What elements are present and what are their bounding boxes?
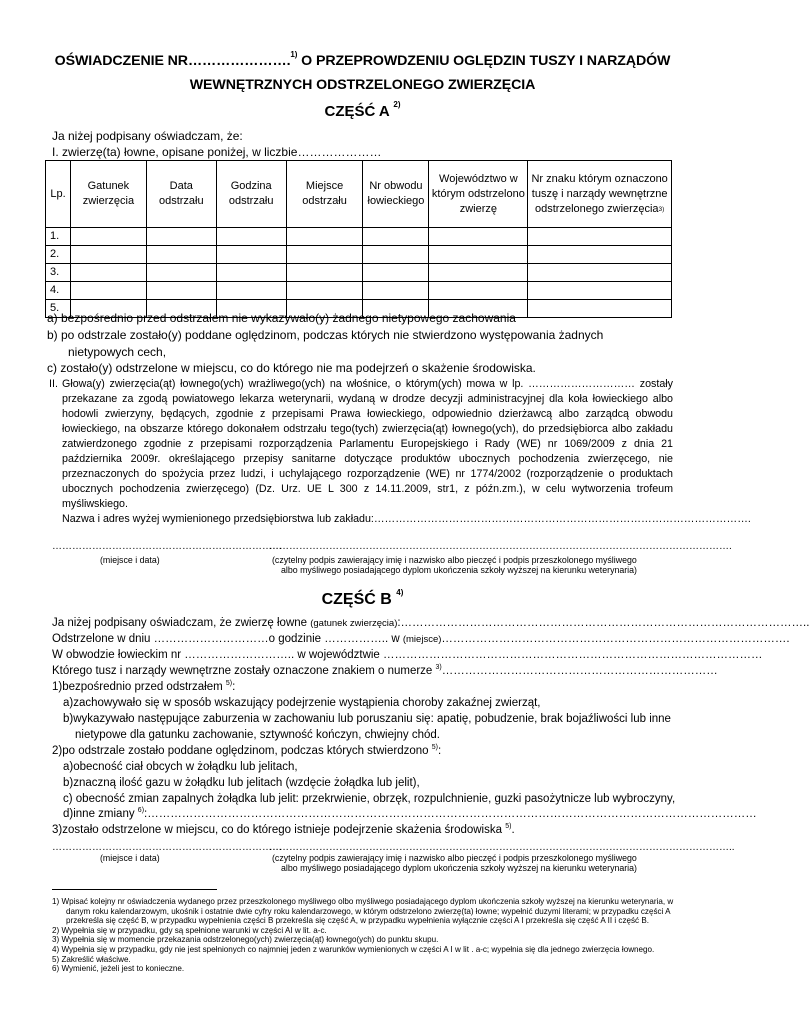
point-2c: c) obecność zmian zapalnych żołądka lub jelit: przekrwienie, obrzęk, rozpulchnienie, guzki pasożytnicze lub wybroczyny,: [63, 793, 676, 805]
table-cell[interactable]: [146, 246, 216, 264]
footnote-6: 6) Wymienić, jeżeli jest to konieczne.: [52, 964, 185, 974]
table-cell[interactable]: [216, 282, 286, 300]
table-cell[interactable]: [286, 282, 363, 300]
point-1b-line1: b)wykazywało następujące zaburzenia w zachowaniu lub poruszaniu się: apatię, pobudzenie, brak bojaźliwości lub inne: [63, 713, 671, 725]
point-1b-line2: nietypowe dla gatunku zachowanie, sztywność kończyn, chwiejny chód.: [75, 729, 441, 741]
row-number: 1.: [46, 228, 71, 246]
tag-footnote-ref: 3): [435, 664, 442, 671]
part-b-species-line[interactable]: [52, 616, 809, 631]
table-row: [46, 282, 672, 300]
table-cell[interactable]: [70, 228, 146, 246]
table-cell[interactable]: [286, 246, 363, 264]
date-time-field[interactable]: Odstrzelone w dniu …………………………o godzinie …………….. w: [52, 633, 403, 645]
point-2b: b)znaczną ilość gazu w żołądku lub jelitach (wzdęcie żołądka lub jelit),: [63, 777, 420, 789]
part-a-heading: [0, 100, 725, 120]
statement-b-line2: nietypowych cech,: [68, 345, 167, 359]
part-b-district-line[interactable]: W obwodzie łowieckim nr ……………………….. w województwie ………………………………………………………………………………………: [52, 649, 763, 661]
point-2d[interactable]: [63, 807, 757, 821]
row-number: 3.: [46, 264, 71, 282]
table-header-row: [46, 161, 672, 228]
table-cell[interactable]: [70, 282, 146, 300]
signature-b-label-line2: albo myśliwego posiadającego dyplom ukończenia szkoły wyższej na kierunku weterynaria): [281, 863, 637, 873]
title-number-text: OŚWIADCZENIE NR………………….: [54, 53, 291, 69]
table-row: [46, 264, 672, 282]
point-2-footnote-ref: 5): [431, 744, 438, 751]
point-3: [52, 823, 515, 837]
col-header-time: Godzina odstrzału: [216, 161, 286, 228]
title-text: O PRZEPROWDZENIU OGLĘDZIN TUSZY I NARZĄDÓW: [297, 53, 671, 69]
table-cell[interactable]: [70, 246, 146, 264]
point-1-text: 1)bezpośrednio przed odstrzałem: [52, 681, 226, 693]
signature-a-label-line2: albo myśliwego posiadającego dyplom ukończenia szkoły wyższej na kierunku weterynaria): [281, 565, 637, 575]
point-1-footnote-ref: 5): [225, 680, 233, 687]
table-row: [46, 246, 672, 264]
point-1: [52, 680, 235, 694]
part-b-footnote-ref: 4): [396, 588, 404, 597]
document-title-line1: [0, 50, 725, 69]
table-cell[interactable]: [528, 264, 672, 282]
table-cell[interactable]: [429, 228, 528, 246]
table-cell[interactable]: [429, 282, 528, 300]
statement-b-line1: b) po odstrzale zostało(y) poddane oględzinom, podczas których nie stwierdzono występowania żadnych: [47, 328, 604, 342]
point-2-colon: :: [437, 745, 442, 757]
footnote-4: 4) Wypełnia się w przypadku, gdy nie jest spełnionych co najmniej jeden z warunków wymienionych w części A I w lit . a-c; wypełnia się dla jednego zwierzęcia łownego.: [52, 944, 655, 954]
table-cell[interactable]: [363, 282, 429, 300]
footnote-5: 5) Zakreślić właściwe.: [52, 954, 131, 964]
tag-line-text: Którego tusz i narządy wewnętrzne zostały oznaczone znakiem o numerze: [52, 665, 436, 677]
table-cell[interactable]: [429, 264, 528, 282]
row-number: 4.: [46, 282, 71, 300]
part-a-intro: Ja niżej podpisany oświadczam, że:: [52, 129, 243, 143]
species-field[interactable]: :……………………………………………………………………………………………..: [397, 617, 809, 629]
table-cell[interactable]: [216, 228, 286, 246]
table-row: [46, 228, 672, 246]
signature-b-place-date-label: (miejsce i data): [100, 853, 160, 863]
table-cell[interactable]: [429, 246, 528, 264]
table-cell[interactable]: [286, 228, 363, 246]
part-b-heading-text: CZĘŚĆ B: [321, 591, 392, 608]
part-b-tag-line[interactable]: [52, 664, 718, 678]
point-2d-footnote-ref: 6): [137, 807, 145, 814]
footnotes: [52, 897, 682, 974]
table-cell[interactable]: [528, 282, 672, 300]
part-a-footnote-ref: 2): [393, 100, 401, 109]
signature-a-place-date-label: (miejsce i data): [100, 555, 160, 565]
point-3-footnote-ref: 5): [505, 823, 512, 830]
footnote-1: 1) Wpisać kolejny nr oświadczenia wydanego przez przeszkolonego myśliwego olbo myśliwego posiadającego dyplom ukończenia szkoły wyższej na kierunku weterynaria, w danym roku kalendarzowym, ukośnik i ostatnie dwie cyfry roku kalendarzowego, w którym odstrzelono zwierzę(ta) łowne; wypełnić duzymi literami; w przypadku części A przekreśla się część B, w przypadku wypełnienia części B przekreśla się część A, w przypadku wypełnienia wyłącznie części A I przekreśla się część A II i część B.: [52, 897, 674, 926]
signature-b-place-date-field[interactable]: ……………………………………………………………: [52, 842, 282, 853]
place-hint: (miejsce): [402, 634, 442, 645]
part-a-heading-text: CZĘŚĆ A: [324, 103, 390, 120]
col-header-place: Miejsce odstrzału: [286, 161, 363, 228]
part-b-heading: [0, 588, 725, 609]
part-a-item1: I. zwierzę(ta) łowne, opisane poniżej, w liczbie…………………: [52, 145, 382, 159]
table-cell[interactable]: [528, 246, 672, 264]
point-3-period: .: [511, 824, 515, 836]
table-cell[interactable]: [363, 246, 429, 264]
table-cell[interactable]: [528, 300, 672, 318]
tag-number-field[interactable]: ………………………………………………………………: [441, 665, 718, 677]
statement-c: c) zostało(y) odstrzelone w miejscu, co do którego nie ma podejrzeń o skażenie środowiska.: [47, 361, 536, 375]
section-ii-text: Głowa(y) zwierzęcia(ąt) łownego(ych) wrażliwego(ych) na włośnice, o którym(ych) mowa w lp. ………………………… zostały przekazane za zgodą powiatowego lekarza weterynarii, wydaną w drodze decyzji administracyjnej dla koła łowieckiego albo hodowli zwierzyny, będących, zgodnie z przepisami Prawa łowieckiego, odpowiednio dzierżawcą albo zarządcą obwodu łowieckiego, na obszarze którego dokonałem odstrzału tego(tych) zwierzęcia(ąt) łownego(ych), do przedsiębiorca albo zakładu zatwierdzonego zgodnie z przepisami rozporządzenia Parlamentu Europejskiego i Rady (WE) nr 1069/2009 z dnia 21 października 2009r. określającego przepisy sanitarne dotyczące produktów ubocznych pochodzenia zwierzęcego, nie przeznaczonych do spożycia przez ludzi, i uchylającego rozporządzenie (WE) nr 1774/2002 (rozporządzenie o produktach ubocznych pochodzenia zwierzęcego) (Dz. Urz. UE L 300 z 14.11.2009, str1, z późn.zm.), w celu wytworzenia trofeum myśliwskiego.: [62, 378, 673, 510]
animals-table: [45, 160, 672, 318]
table-cell[interactable]: [146, 228, 216, 246]
point-2a: a)obecność ciał obcych w żołądku lub jelitach,: [63, 761, 298, 773]
col-header-date: Data odstrzału: [146, 161, 216, 228]
table-cell[interactable]: [363, 228, 429, 246]
col-header-voivodeship: Województwo w którym odstrzelono zwierzę: [429, 161, 528, 228]
footnote-2: 2) Wypełnia się w przypadku, gdy są spełnione warunki w części AI w lit. a-c.: [52, 925, 327, 935]
title-footnote-ref: 1): [290, 50, 298, 59]
table-cell[interactable]: [70, 264, 146, 282]
point-2-text: 2)po odstrzale zostało poddane oględzinom, podczas których stwierdzono: [52, 745, 432, 757]
col-header-species: Gatunek zwierzęcia: [70, 161, 146, 228]
section-ii-number: II.: [49, 378, 58, 390]
other-changes-field[interactable]: :……………………………………………………………………………………………………………………………………………: [144, 808, 757, 820]
row-number: 5.: [46, 300, 71, 318]
table-cell[interactable]: [216, 264, 286, 282]
point-2d-text: d)inne zmiany: [63, 808, 138, 820]
row-number: 2.: [46, 246, 71, 264]
signature-b-label-line1: (czytelny podpis zawierający imię i nazwisko albo pieczęć i podpis przeszkolonego myśliwego: [272, 853, 637, 863]
footnote-separator: [52, 889, 217, 890]
table-cell[interactable]: [146, 264, 216, 282]
signature-b-field[interactable]: …………………………………………………………………………………………………………………………..: [269, 842, 735, 853]
signature-a-label-line1: (czytelny podpis zawierający imię i nazwisko albo pieczęć i podpis przeszkolonego myśliwego: [272, 555, 637, 565]
document-title-line2: WEWNĘTRZNYCH ODSTRZELONEGO ZWIERZĘCIA: [189, 77, 536, 93]
table-cell[interactable]: [363, 264, 429, 282]
species-hint: (gatunek zwierzęcia): [310, 618, 398, 629]
tag-number-header-text: Nr znaku którym oznaczono tuszę i narządy wewnętrzne odstrzelonego zwierzęcia: [531, 172, 668, 215]
tag-number-footnote-ref: 3): [658, 205, 665, 213]
signature-a-field[interactable]: ………………………………………………………………………………………………………………………….: [269, 541, 732, 552]
col-header-district: Nr obwodu łowieckiego: [363, 161, 429, 228]
point-1-colon: :: [232, 681, 236, 693]
table-cell[interactable]: [528, 228, 672, 246]
table-cell[interactable]: [216, 246, 286, 264]
col-header-lp: Lp.: [46, 161, 71, 228]
col-header-tag-number: [528, 161, 672, 228]
part-b-date-line[interactable]: [52, 632, 790, 647]
footnote-3: 3) Wypełnia się w momencie przekazania odstrzelonego(ych) zwierzęcia(ąt) łownego(ych) do punktu skupu.: [52, 935, 439, 945]
signature-a-place-date-field[interactable]: ……………………………………………………………: [52, 541, 282, 552]
statement-a: a) bezpośrednio przed odstrzałem nie wykazywało(y) żadnego nietypowego zachowania: [47, 311, 516, 325]
company-name-field[interactable]: Nazwa i adres wyżej wymienionego przedsiębiorstwa lub zakładu:…………………………………………………………………………………………….: [62, 513, 751, 525]
point-1a: a)zachowywało się w sposób wskazujący podejrzenie wystąpienia choroby zakaźnej zwierząt,: [63, 697, 541, 709]
table-cell[interactable]: [146, 282, 216, 300]
species-line-text: Ja niżej podpisany oświadczam, że zwierzę łowne: [52, 617, 311, 629]
table-cell[interactable]: [286, 264, 363, 282]
point-3-text: 3)zostało odstrzelone w miejscu, co do którego istnieje podejrzenie skażenia środowiska: [52, 824, 506, 836]
point-2: [52, 744, 441, 758]
place-field[interactable]: ……………………………………………………………………………….: [441, 633, 790, 645]
